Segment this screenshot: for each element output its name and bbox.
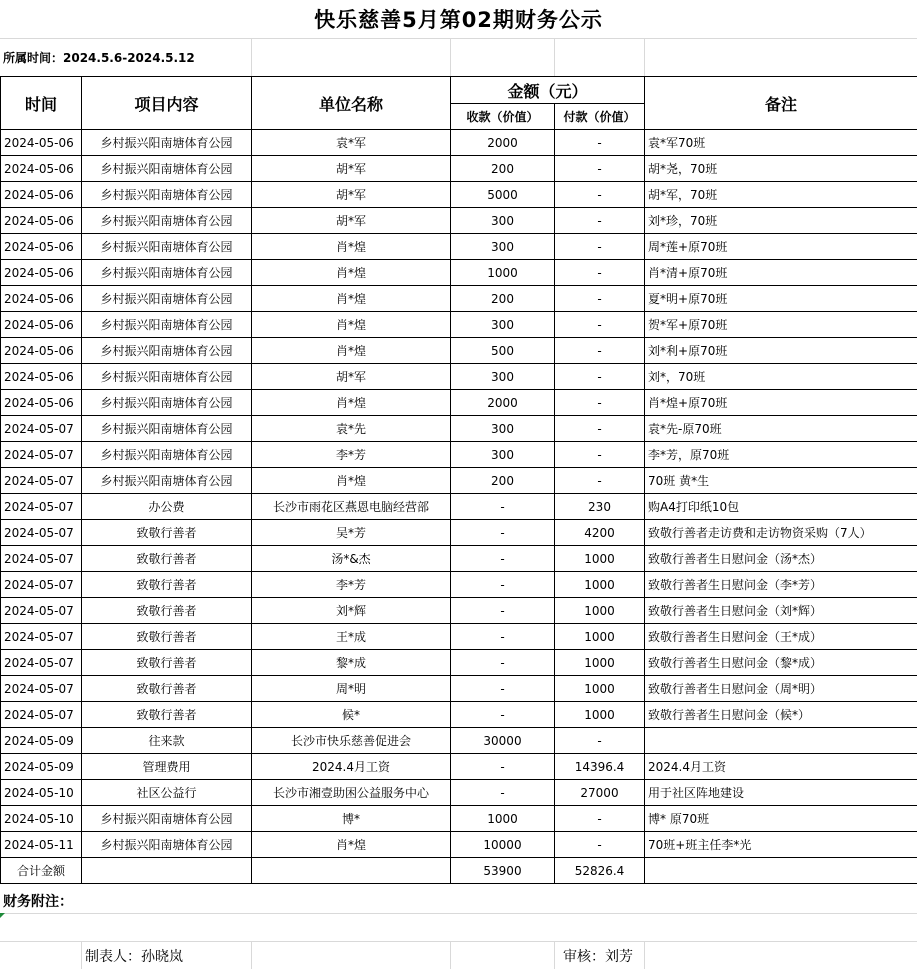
- cell-remark: 肖*煌+原70班: [645, 390, 917, 416]
- cell-income: 200: [451, 468, 555, 494]
- cell-date: 2024-05-09: [1, 754, 82, 780]
- cell-expense: -: [555, 182, 645, 208]
- cell-date: 2024-05-07: [1, 572, 82, 598]
- table-row: [1, 260, 917, 286]
- cell-date: 2024-05-06: [1, 364, 82, 390]
- cell-expense: -: [555, 364, 645, 390]
- cell-project: 社区公益行: [82, 780, 252, 806]
- cell-remark: 致敬行善者生日慰问金（王*成）: [645, 624, 917, 650]
- period-label: 所属时间：2024.5.6-2024.5.12: [3, 39, 195, 77]
- cell-income: -: [451, 650, 555, 676]
- cell-unit: 长沙市雨花区燕恩电脑经营部: [252, 494, 451, 520]
- total-expense: 52826.4: [555, 858, 645, 884]
- gridline: [251, 942, 252, 969]
- cell-unit: 肖*煌: [252, 390, 451, 416]
- cell-remark: 胡*军，70班: [645, 182, 917, 208]
- cell-expense: -: [555, 832, 645, 858]
- cell-income: -: [451, 754, 555, 780]
- cell-income: 200: [451, 286, 555, 312]
- cell-unit: 李*芳: [252, 572, 451, 598]
- footer-row: [0, 941, 917, 969]
- table-row: [1, 208, 917, 234]
- cell-date: 2024-05-06: [1, 286, 82, 312]
- cell-date: 2024-05-10: [1, 806, 82, 832]
- cell-unit: 吴*芳: [252, 520, 451, 546]
- cell-income: 2000: [451, 130, 555, 156]
- total-row: [1, 858, 917, 884]
- cell-remark: 博* 原70班: [645, 806, 917, 832]
- cell-remark: 贺*军+原70班: [645, 312, 917, 338]
- table-row: [1, 624, 917, 650]
- cell-project: 致敬行善者: [82, 520, 252, 546]
- cell-income: -: [451, 702, 555, 728]
- cell-date: 2024-05-07: [1, 468, 82, 494]
- table-row: [1, 676, 917, 702]
- cell-unit: 王*成: [252, 624, 451, 650]
- cell-remark: 胡*尧，70班: [645, 156, 917, 182]
- cell-date: 2024-05-07: [1, 494, 82, 520]
- header-project: 项目内容: [82, 77, 252, 130]
- cell-project: 致敬行善者: [82, 676, 252, 702]
- cell-project: 乡村振兴阳南塘体育公园: [82, 468, 252, 494]
- cell-unit: 2024.4月工资: [252, 754, 451, 780]
- cell-remark: 李*芳，原70班: [645, 442, 917, 468]
- cell-expense: -: [555, 234, 645, 260]
- total-label: 合计金额: [1, 858, 82, 884]
- cell-project: 乡村振兴阳南塘体育公园: [82, 806, 252, 832]
- cell-project: 致敬行善者: [82, 598, 252, 624]
- cell-date: 2024-05-07: [1, 598, 82, 624]
- cell-date: 2024-05-06: [1, 234, 82, 260]
- cell-income: 1000: [451, 806, 555, 832]
- table-row: [1, 598, 917, 624]
- gridline: [251, 39, 252, 77]
- header-unit: 单位名称: [252, 77, 451, 130]
- table-row: [1, 312, 917, 338]
- cell-expense: -: [555, 286, 645, 312]
- cell-income: 300: [451, 208, 555, 234]
- cell-income: -: [451, 520, 555, 546]
- gridline: [644, 39, 645, 77]
- cell-income: 500: [451, 338, 555, 364]
- cell-remark: 袁*先-原70班: [645, 416, 917, 442]
- gridline: [0, 913, 917, 914]
- cell-income: -: [451, 676, 555, 702]
- gridline: [554, 39, 555, 77]
- cell-project: 往来款: [82, 728, 252, 754]
- cell-project: 乡村振兴阳南塘体育公园: [82, 390, 252, 416]
- cell-expense: 230: [555, 494, 645, 520]
- cell-project: 致敬行善者: [82, 624, 252, 650]
- cell-project: 乡村振兴阳南塘体育公园: [82, 832, 252, 858]
- cell-income: 10000: [451, 832, 555, 858]
- cell-date: 2024-05-07: [1, 624, 82, 650]
- cell-project: 乡村振兴阳南塘体育公园: [82, 312, 252, 338]
- cell-remark: 70班 黄*生: [645, 468, 917, 494]
- header-expense: 付款（价值）: [555, 104, 645, 130]
- cell-remark: 刘*珍，70班: [645, 208, 917, 234]
- cell-project: 乡村振兴阳南塘体育公园: [82, 130, 252, 156]
- cell-unit: 周*明: [252, 676, 451, 702]
- cell-project: 管理费用: [82, 754, 252, 780]
- gridline: [644, 942, 645, 969]
- period-row: [0, 38, 917, 77]
- cell-expense: -: [555, 416, 645, 442]
- table-row: [1, 806, 917, 832]
- cell-remark: 致敬行善者生日慰问金（黎*成）: [645, 650, 917, 676]
- cell-income: 2000: [451, 390, 555, 416]
- cell-date: 2024-05-11: [1, 832, 82, 858]
- total-empty-cell: [645, 858, 917, 884]
- ledger-table: [0, 76, 917, 884]
- cell-date: 2024-05-06: [1, 390, 82, 416]
- cell-unit: 博*: [252, 806, 451, 832]
- table-row: [1, 754, 917, 780]
- cell-unit: 候*: [252, 702, 451, 728]
- header-row-top: [1, 77, 917, 104]
- cell-remark: 致敬行善者生日慰问金（刘*辉）: [645, 598, 917, 624]
- notes-label: 财务附注：: [3, 891, 73, 911]
- cell-expense: 1000: [555, 572, 645, 598]
- cell-remark: 致敬行善者生日慰问金（汤*杰）: [645, 546, 917, 572]
- cell-project: 致敬行善者: [82, 650, 252, 676]
- table-row: [1, 468, 917, 494]
- cell-income: -: [451, 494, 555, 520]
- cell-remark: 夏*明+原70班: [645, 286, 917, 312]
- cell-income: 1000: [451, 260, 555, 286]
- cell-remark: 致敬行善者走访费和走访物资采购（7人）: [645, 520, 917, 546]
- cell-expense: -: [555, 156, 645, 182]
- cell-project: 乡村振兴阳南塘体育公园: [82, 338, 252, 364]
- cell-remark: 用于社区阵地建设: [645, 780, 917, 806]
- cell-remark: 致敬行善者生日慰问金（周*明）: [645, 676, 917, 702]
- header-remark: 备注: [645, 77, 917, 130]
- table-row: [1, 546, 917, 572]
- header-income: 收款（价值）: [451, 104, 555, 130]
- table-row: [1, 728, 917, 754]
- cell-date: 2024-05-06: [1, 130, 82, 156]
- cell-unit: 胡*军: [252, 182, 451, 208]
- gridline: [554, 942, 555, 969]
- cell-expense: -: [555, 442, 645, 468]
- cell-project: 乡村振兴阳南塘体育公园: [82, 208, 252, 234]
- cell-date: 2024-05-06: [1, 182, 82, 208]
- cell-expense: 27000: [555, 780, 645, 806]
- cell-income: -: [451, 572, 555, 598]
- cell-income: 300: [451, 364, 555, 390]
- cell-date: 2024-05-07: [1, 442, 82, 468]
- cell-expense: -: [555, 208, 645, 234]
- cell-unit: 肖*煌: [252, 286, 451, 312]
- cell-income: 300: [451, 234, 555, 260]
- cell-income: -: [451, 546, 555, 572]
- table-row: [1, 338, 917, 364]
- table-row: [1, 182, 917, 208]
- cell-income: -: [451, 598, 555, 624]
- cell-date: 2024-05-07: [1, 650, 82, 676]
- cell-unit: 胡*军: [252, 208, 451, 234]
- cell-date: 2024-05-07: [1, 520, 82, 546]
- cell-project: 办公费: [82, 494, 252, 520]
- table-row: [1, 234, 917, 260]
- cell-remark: 肖*清+原70班: [645, 260, 917, 286]
- cell-expense: 1000: [555, 702, 645, 728]
- cell-remark: 周*莲+原70班: [645, 234, 917, 260]
- prepared-by: 制表人：孙晓岚: [85, 946, 183, 966]
- cell-date: 2024-05-06: [1, 312, 82, 338]
- table-row: [1, 494, 917, 520]
- cell-expense: 4200: [555, 520, 645, 546]
- cell-project: 致敬行善者: [82, 572, 252, 598]
- cell-project: 乡村振兴阳南塘体育公园: [82, 156, 252, 182]
- cell-date: 2024-05-06: [1, 156, 82, 182]
- cell-date: 2024-05-07: [1, 546, 82, 572]
- audited-by: 审核：刘芳: [563, 946, 633, 966]
- cell-project: 致敬行善者: [82, 702, 252, 728]
- cell-income: -: [451, 624, 555, 650]
- ledger-body: [1, 130, 917, 858]
- cell-unit: 袁*先: [252, 416, 451, 442]
- cell-date: 2024-05-07: [1, 416, 82, 442]
- cell-remark: 刘*，70班: [645, 364, 917, 390]
- cell-remark: 70班+班主任李*光: [645, 832, 917, 858]
- cell-income: 200: [451, 156, 555, 182]
- cell-expense: -: [555, 312, 645, 338]
- cell-remark: 购A4打印纸10包: [645, 494, 917, 520]
- cell-unit: 胡*军: [252, 364, 451, 390]
- header-amount-group: 金额（元）: [451, 77, 645, 104]
- cell-project: 乡村振兴阳南塘体育公园: [82, 286, 252, 312]
- cell-unit: 李*芳: [252, 442, 451, 468]
- cell-project: 乡村振兴阳南塘体育公园: [82, 416, 252, 442]
- cell-project: 乡村振兴阳南塘体育公园: [82, 234, 252, 260]
- table-row: [1, 390, 917, 416]
- cell-income: 30000: [451, 728, 555, 754]
- cell-project: 致敬行善者: [82, 546, 252, 572]
- cell-project: 乡村振兴阳南塘体育公园: [82, 260, 252, 286]
- table-row: [1, 286, 917, 312]
- gridline: [450, 39, 451, 77]
- cell-income: 300: [451, 416, 555, 442]
- page-title: 快乐慈善5月第02期财务公示: [0, 0, 917, 38]
- cell-project: 乡村振兴阳南塘体育公园: [82, 364, 252, 390]
- cell-unit: 胡*军: [252, 156, 451, 182]
- table-row: [1, 702, 917, 728]
- gridline: [81, 942, 82, 969]
- cell-income: 300: [451, 442, 555, 468]
- cell-unit: 肖*煌: [252, 260, 451, 286]
- table-row: [1, 130, 917, 156]
- cell-expense: 1000: [555, 650, 645, 676]
- cell-expense: 1000: [555, 624, 645, 650]
- cell-expense: 1000: [555, 676, 645, 702]
- cell-expense: -: [555, 390, 645, 416]
- table-row: [1, 572, 917, 598]
- cell-unit: 肖*煌: [252, 312, 451, 338]
- cell-unit: 长沙市湘壹助困公益服务中心: [252, 780, 451, 806]
- cell-unit: 肖*煌: [252, 338, 451, 364]
- cell-unit: 汤*&杰: [252, 546, 451, 572]
- cell-project: 乡村振兴阳南塘体育公园: [82, 442, 252, 468]
- cell-project: 乡村振兴阳南塘体育公园: [82, 182, 252, 208]
- cell-expense: 1000: [555, 546, 645, 572]
- table-row: [1, 156, 917, 182]
- cell-unit: 肖*煌: [252, 234, 451, 260]
- table-row: [1, 650, 917, 676]
- cell-expense: -: [555, 806, 645, 832]
- total-empty-cell: [82, 858, 252, 884]
- cell-unit: 长沙市快乐慈善促进会: [252, 728, 451, 754]
- cell-remark: 致敬行善者生日慰问金（候*）: [645, 702, 917, 728]
- table-row: [1, 832, 917, 858]
- cell-unit: 肖*煌: [252, 832, 451, 858]
- cell-remark: 致敬行善者生日慰问金（李*芳）: [645, 572, 917, 598]
- cell-date: 2024-05-10: [1, 780, 82, 806]
- cell-remark: 2024.4月工资: [645, 754, 917, 780]
- total-empty-cell: [252, 858, 451, 884]
- cell-remark: [645, 728, 917, 754]
- table-row: [1, 442, 917, 468]
- cell-expense: -: [555, 260, 645, 286]
- cell-unit: 肖*煌: [252, 468, 451, 494]
- cell-date: 2024-05-09: [1, 728, 82, 754]
- cell-income: 5000: [451, 182, 555, 208]
- cell-expense: -: [555, 338, 645, 364]
- cell-unit: 黎*成: [252, 650, 451, 676]
- total-income: 53900: [451, 858, 555, 884]
- table-row: [1, 520, 917, 546]
- cell-date: 2024-05-07: [1, 702, 82, 728]
- cell-comment-marker: [0, 913, 5, 918]
- cell-expense: -: [555, 728, 645, 754]
- cell-date: 2024-05-06: [1, 338, 82, 364]
- cell-unit: 袁*军: [252, 130, 451, 156]
- cell-expense: 14396.4: [555, 754, 645, 780]
- cell-income: -: [451, 780, 555, 806]
- cell-date: 2024-05-07: [1, 676, 82, 702]
- header-date: 时间: [1, 77, 82, 130]
- cell-remark: 刘*利+原70班: [645, 338, 917, 364]
- cell-expense: -: [555, 468, 645, 494]
- cell-expense: -: [555, 130, 645, 156]
- cell-date: 2024-05-06: [1, 260, 82, 286]
- table-row: [1, 364, 917, 390]
- cell-unit: 刘*辉: [252, 598, 451, 624]
- cell-expense: 1000: [555, 598, 645, 624]
- table-row: [1, 416, 917, 442]
- cell-remark: 袁*军70班: [645, 130, 917, 156]
- notes-section: [0, 886, 917, 941]
- cell-income: 300: [451, 312, 555, 338]
- cell-date: 2024-05-06: [1, 208, 82, 234]
- gridline: [450, 942, 451, 969]
- table-row: [1, 780, 917, 806]
